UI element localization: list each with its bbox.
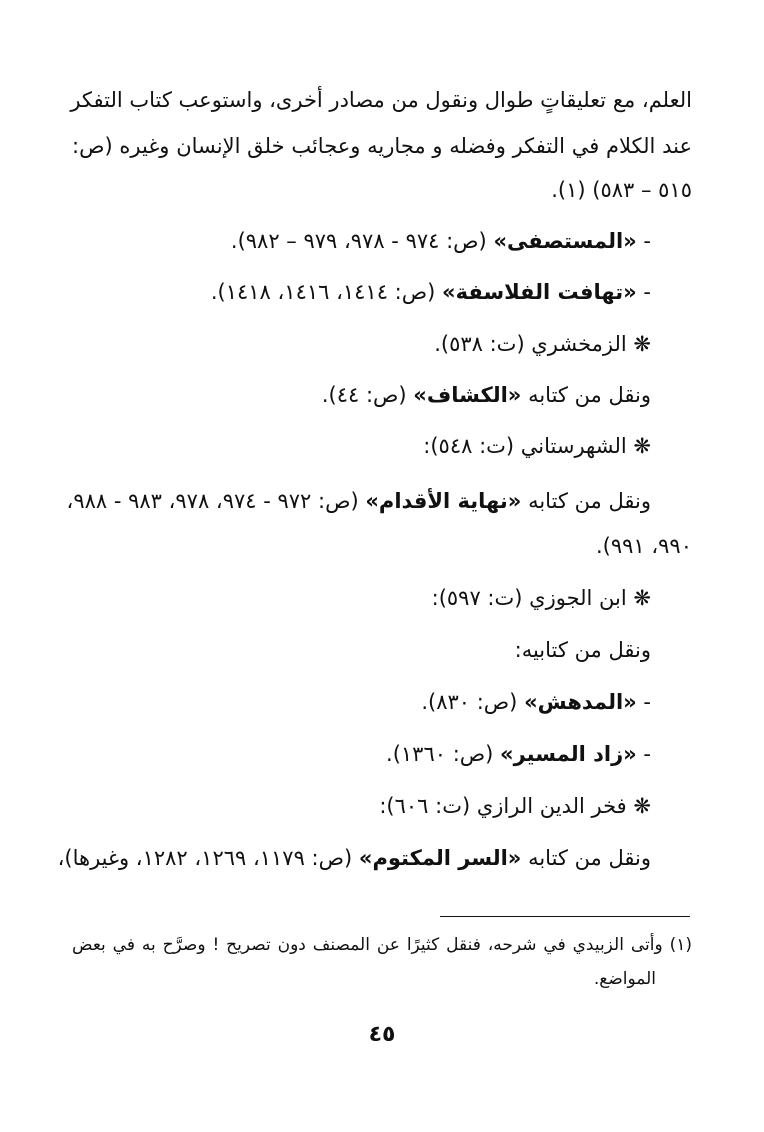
quote-prefix: ونقل من كتابه bbox=[528, 383, 651, 407]
page-refs-mudhish: (ص: ٨٣٠). bbox=[421, 690, 518, 714]
author-name-zamakhshari: الزمخشري (ت: ٥٣٨). bbox=[434, 332, 627, 356]
footnote-divider bbox=[440, 916, 690, 917]
page-refs-tahafut: (ص: ١٤١٤، ١٤١٦، ١٤١٨). bbox=[210, 280, 436, 304]
footnote-text-1: وأتى الزبيدي في شرحه، فنقل كثيرًا عن المصنف دون تصريح ! وصرَّح به في بعض bbox=[72, 935, 663, 955]
page-refs-sirr: (ص: ١١٧٩، ١٢٦٩، ١٢٨٢، وغيرها)، bbox=[57, 846, 353, 870]
dash-marker: - bbox=[643, 229, 651, 253]
book-title-kashshaf: «الكشاف» bbox=[413, 383, 522, 407]
footnote-line-2: المواضع. bbox=[593, 969, 656, 989]
dash-marker: - bbox=[643, 280, 651, 304]
author-zamakhshari bbox=[434, 328, 651, 360]
dash-marker: - bbox=[643, 742, 651, 766]
page-refs-kashshaf: (ص: ٤٤). bbox=[321, 383, 407, 407]
book-title-sirr: «السر المكتوم» bbox=[358, 846, 522, 870]
star-icon: ❋ bbox=[633, 586, 651, 610]
author-razi bbox=[379, 790, 651, 822]
jawzi-books-intro: ونقل من كتابيه: bbox=[514, 638, 651, 662]
author-name-shahrastani: الشهرستاني (ت: ٥٤٨): bbox=[423, 434, 627, 458]
book-title-mudhish: «المدهش» bbox=[524, 690, 637, 714]
book-title-tahafut: «تهافت الفلاسفة» bbox=[442, 280, 637, 304]
book-title-zad: «زاد المسير» bbox=[500, 742, 637, 766]
page-number: ٤٥ bbox=[368, 1022, 396, 1047]
page-refs-zad: (ص: ١٣٦٠). bbox=[386, 742, 494, 766]
entry-tahafut bbox=[211, 276, 651, 308]
intro-line-2: عند الكلام في التفكر وفضله و مجاريه وعجائب خلق الإنسان وغيره (ص: bbox=[72, 134, 692, 158]
book-title-nihaya: «نهاية الأقدام» bbox=[365, 489, 522, 513]
footnote-line-1 bbox=[72, 930, 692, 960]
page-refs-nihaya: (ص: ٩٧٢ - ٩٧٤، ٩٧٨، ٩٨٣ - ٩٨٨، bbox=[66, 489, 359, 513]
entry-mustasfa bbox=[231, 225, 651, 257]
footnote-number: (١) bbox=[669, 935, 692, 955]
author-ibn-jawzi bbox=[432, 582, 651, 614]
author-name-ibn-jawzi: ابن الجوزي (ت: ٥٩٧): bbox=[431, 586, 627, 610]
author-name-razi: فخر الدين الرازي (ت: ٦٠٦): bbox=[379, 794, 627, 818]
entry-zad bbox=[386, 738, 651, 770]
book-title-mustasfa: «المستصفى» bbox=[493, 229, 637, 253]
star-icon: ❋ bbox=[633, 434, 651, 458]
quote-prefix: ونقل من كتابه bbox=[528, 489, 651, 513]
entry-sirr bbox=[58, 842, 651, 874]
intro-line-1: العلم، مع تعليقاتٍ طوال ونقول من مصادر أخرى، واستوعب كتاب التفكر bbox=[70, 88, 692, 112]
entry-nihaya bbox=[66, 485, 651, 517]
dash-marker: - bbox=[643, 690, 651, 714]
entry-nihaya-continued: ٩٩٠، ٩٩١). bbox=[595, 534, 692, 558]
entry-mudhish bbox=[421, 686, 651, 718]
entry-kashshaf bbox=[322, 379, 651, 411]
star-icon: ❋ bbox=[633, 794, 651, 818]
page-refs-mustasfa: (ص: ٩٧٤ - ٩٧٨، ٩٧٩ – ٩٨٢). bbox=[230, 229, 487, 253]
star-icon: ❋ bbox=[633, 332, 651, 356]
intro-line-3: ٥١٥ – ٥٨٣) (١). bbox=[551, 178, 692, 202]
author-shahrastani bbox=[423, 430, 651, 462]
quote-prefix: ونقل من كتابه bbox=[528, 846, 651, 870]
